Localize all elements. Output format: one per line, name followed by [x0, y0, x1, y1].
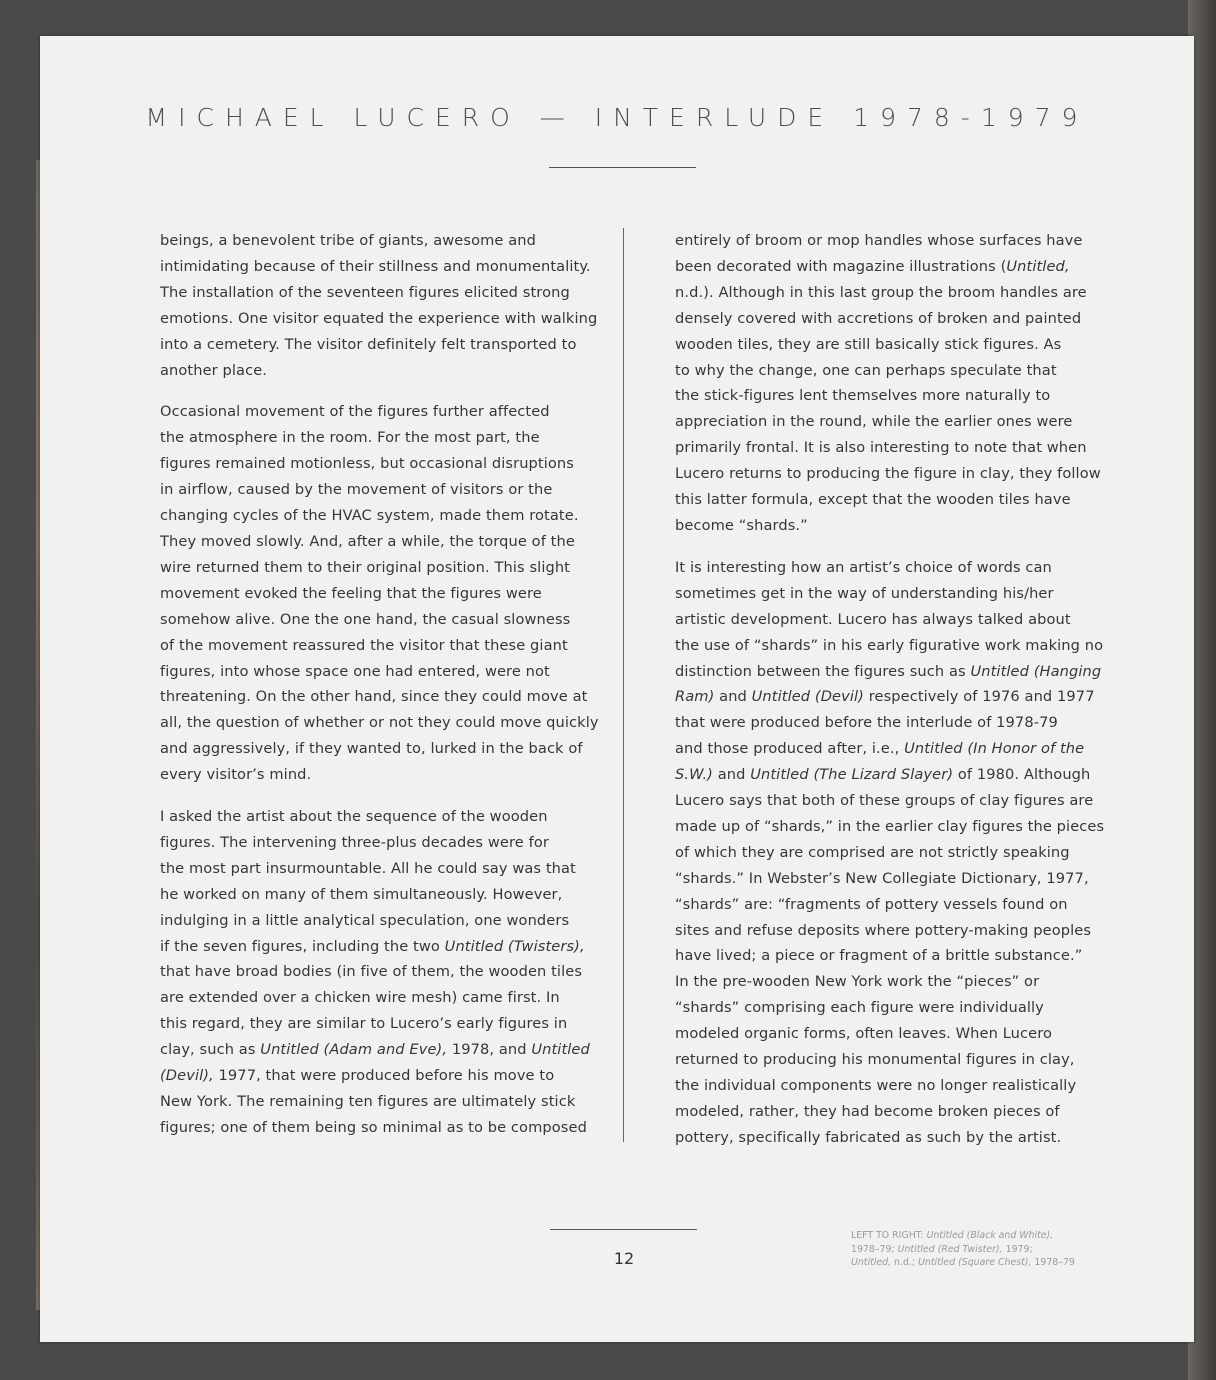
italic-title: Untitled: [531, 1041, 590, 1059]
text-segment: primarily frontal. It is also interesting to note that when: [675, 439, 1087, 457]
text-line: [675, 461, 1101, 487]
text-line: [675, 435, 1090, 461]
text-line: [851, 1229, 1091, 1243]
text-line: [160, 332, 585, 358]
right-column: [675, 228, 1105, 1167]
text-segment: indulging in a little analytical speculation, one wonders: [160, 911, 570, 929]
italic-title: Untitled (In Honor of the: [904, 740, 1085, 758]
text-line: [675, 332, 1090, 358]
text-line: [675, 487, 1090, 513]
italic-title: Untitled (Black and White),: [926, 1230, 1054, 1241]
text-line: [675, 383, 1090, 409]
paragraph: [160, 804, 590, 1141]
text-line: [675, 710, 1090, 736]
text-segment: somehow alive. One the one hand, the casual slowness: [160, 610, 571, 628]
text-line: [160, 503, 585, 529]
italic-title: Untitled (Twisters),: [444, 937, 585, 955]
text-line: [160, 710, 599, 736]
text-line: [160, 306, 598, 332]
text-line: [160, 856, 585, 882]
text-segment: are extended over a chicken wire mesh) came first. In: [160, 989, 560, 1007]
text-segment: of the movement reassured the visitor that these giant: [160, 636, 568, 654]
text-segment: wire returned them to their original position. This slight: [160, 558, 571, 576]
italic-title: Untitled (Adam and Eve),: [260, 1041, 448, 1059]
text-line: [160, 529, 585, 555]
text-line: [675, 228, 1090, 254]
text-line: [675, 513, 1090, 539]
text-segment: “shards” comprising each figure were individually: [675, 999, 1044, 1017]
text-line: [675, 358, 1090, 384]
text-segment: of which they are comprised are not strictly speaking: [675, 843, 1070, 861]
text-segment: Lucero says that both of these groups of clay figures are: [675, 792, 1094, 810]
text-segment: this regard, they are similar to Lucero’s early figures in: [160, 1015, 568, 1033]
italic-title: S.W.): [675, 766, 713, 784]
text-line: [160, 254, 591, 280]
text-line: [675, 1021, 1090, 1047]
text-line: [160, 1063, 585, 1089]
text-segment: beings, a benevolent tribe of giants, awesome and: [160, 232, 537, 249]
text-segment: I asked the artist about the sequence of the wooden: [160, 808, 548, 826]
text-line: [160, 358, 585, 384]
text-line: [675, 1125, 1090, 1151]
text-line: [160, 399, 585, 425]
text-line: [160, 830, 585, 856]
italic-title: (Devil),: [160, 1067, 214, 1085]
text-segment: that were produced before the interlude of 1978-79: [675, 714, 1058, 732]
text-line: [160, 1115, 585, 1141]
text-line: [675, 866, 1090, 892]
text-line: [675, 581, 1090, 607]
text-line: [160, 959, 585, 985]
text-segment: changing cycles of the HVAC system, made them rotate.: [160, 507, 579, 525]
text-line: [160, 1089, 585, 1115]
text-segment: in airflow, caused by the movement of visitors or the: [160, 481, 553, 499]
text-segment: “shards” are: “fragments of pottery vessels found on: [675, 895, 1068, 913]
text-line: [675, 254, 1090, 280]
text-line: [675, 918, 1090, 944]
text-line: [160, 908, 585, 934]
text-line: [675, 555, 1090, 581]
text-segment: 1978–79;: [851, 1243, 898, 1255]
paragraph: [160, 228, 598, 383]
text-segment: entirely of broom or mop handles whose surfaces have: [675, 232, 1083, 249]
column-divider: [623, 228, 624, 1142]
text-line: [160, 1037, 590, 1063]
left-column: [160, 228, 599, 1157]
text-line: [160, 684, 588, 710]
text-segment: Occasional movement of the figures further affected: [160, 403, 550, 421]
text-segment: n.d.;: [891, 1257, 919, 1268]
text-segment: he worked on many of them simultaneously. However,: [160, 885, 563, 903]
text-line: [675, 659, 1102, 685]
text-segment: figures remained motionless, but occasional disruptions: [160, 455, 574, 473]
text-line: [675, 1073, 1090, 1099]
text-line: [675, 840, 1090, 866]
text-segment: LEFT TO RIGHT:: [851, 1230, 927, 1241]
italic-title: Untitled,: [1006, 257, 1070, 275]
text-segment: every visitor’s mind.: [160, 766, 312, 784]
text-segment: In the pre-wooden New York work the “pieces” or: [675, 973, 1040, 991]
text-segment: “shards.” In Webster’s New Collegiate Dictionary, 1977,: [675, 869, 1089, 887]
text-segment: New York. The remaining ten figures are ultimately stick: [160, 1093, 576, 1110]
italic-title: Untitled (The Lizard Slayer): [750, 766, 954, 784]
text-segment: of 1980. Although: [953, 766, 1091, 784]
text-segment: the most part insurmountable. All he could say was that: [160, 859, 576, 877]
text-line: [160, 934, 585, 960]
text-line: [160, 555, 585, 581]
text-line: [160, 228, 585, 254]
text-segment: this latter formula, except that the wooden tiles have: [675, 491, 1071, 509]
text-segment: respectively of 1976 and 1977: [863, 688, 1095, 706]
text-line: [675, 995, 1090, 1021]
text-segment: another place.: [160, 361, 268, 379]
text-line: [675, 409, 1090, 435]
document-page: [40, 36, 1194, 1342]
text-segment: and: [712, 766, 751, 784]
text-segment: They moved slowly. And, after a while, the torque of the: [160, 532, 575, 550]
text-segment: been decorated with magazine illustrations (: [675, 257, 1007, 275]
text-line: [851, 1256, 1091, 1270]
text-line: [160, 581, 585, 607]
image-caption: [851, 1229, 1091, 1270]
text-line: [160, 477, 585, 503]
footer-rule: [550, 1229, 697, 1230]
page-title: MICHAEL LUCERO — INTERLUDE 1978-1979: [145, 103, 1089, 132]
text-segment: to why the change, one can perhaps speculate that: [675, 361, 1057, 379]
text-segment: densely covered with accretions of broken and painted: [675, 309, 1082, 327]
text-segment: clay, such as: [160, 1041, 261, 1059]
paragraph: [160, 399, 599, 788]
text-segment: 1979;: [1002, 1243, 1033, 1255]
text-segment: that have broad bodies (in five of them, the wooden tiles: [160, 963, 583, 981]
text-line: [160, 882, 585, 908]
text-segment: all, the question of whether or not they could move quickly: [160, 714, 599, 732]
text-line: [675, 306, 1090, 332]
text-segment: movement evoked the feeling that the figures were: [160, 584, 542, 602]
text-line: [160, 425, 585, 451]
text-segment: threatening. On the other hand, since they could move at: [160, 688, 588, 706]
text-segment: the use of “shards” in his early figurative work making no: [675, 636, 1104, 654]
text-line: [160, 451, 585, 477]
text-segment: The installation of the seventeen figures elicited strong: [160, 283, 570, 301]
text-segment: the atmosphere in the room. For the most part, the: [160, 429, 540, 447]
paragraph: [675, 555, 1105, 1151]
text-segment: figures; one of them being so minimal as to be composed: [160, 1118, 587, 1136]
text-line: [160, 659, 585, 685]
text-line: [160, 1011, 585, 1037]
text-segment: figures. The intervening three-plus decades were for: [160, 833, 549, 851]
text-line: [675, 607, 1090, 633]
text-line: [675, 280, 1090, 306]
text-segment: made up of “shards,” in the earlier clay figures the pieces: [675, 817, 1105, 835]
text-segment: into a cemetery. The visitor definitely felt transported to: [160, 335, 577, 353]
text-line: [675, 943, 1090, 969]
text-segment: artistic development. Lucero has always talked about: [675, 610, 1071, 628]
text-line: [675, 814, 1105, 840]
text-segment: returned to producing his monumental figures in clay,: [675, 1051, 1075, 1069]
text-segment: modeled organic forms, often leaves. When Lucero: [675, 1025, 1053, 1043]
text-line: [675, 892, 1090, 918]
text-line: [675, 736, 1090, 762]
text-segment: modeled, rather, they had become broken pieces of: [675, 1102, 1060, 1120]
text-segment: and those produced after, i.e.,: [675, 740, 905, 758]
text-line: [675, 684, 1095, 710]
text-segment: 1978–79: [1031, 1257, 1075, 1268]
text-segment: the stick-figures lent themselves more naturally to: [675, 387, 1051, 405]
text-segment: distinction between the figures such as: [675, 662, 971, 680]
text-segment: wooden tiles, they are still basically stick figures. As: [675, 335, 1062, 353]
italic-title: Untitled (Square Chest),: [918, 1257, 1032, 1268]
text-segment: intimidating because of their stillness and monumentality.: [160, 257, 591, 275]
text-line: [160, 762, 585, 788]
text-line: [160, 985, 585, 1011]
text-segment: 1978, and: [447, 1041, 532, 1059]
text-segment: emotions. One visitor equated the experience with walking: [160, 309, 598, 327]
text-line: [675, 1099, 1090, 1125]
text-line: [675, 762, 1090, 788]
text-segment: if the seven figures, including the two: [160, 937, 445, 955]
page-number: 12: [613, 1249, 635, 1268]
italic-title: Untitled,: [851, 1257, 892, 1268]
text-segment: have lived; a piece or fragment of a brittle substance.”: [675, 947, 1083, 965]
text-segment: pottery, specifically fabricated as such by the artist.: [675, 1128, 1062, 1146]
text-segment: sometimes get in the way of understanding his/her: [675, 584, 1054, 602]
italic-title: Untitled (Devil): [751, 688, 864, 706]
text-line: [160, 804, 585, 830]
italic-title: Ram): [675, 688, 715, 706]
text-line: [160, 736, 585, 762]
italic-title: Untitled (Red Twister),: [897, 1243, 1003, 1255]
text-line: [851, 1243, 1091, 1257]
text-line: [160, 607, 585, 633]
text-line: [675, 633, 1104, 659]
italic-title: Untitled (Hanging: [970, 662, 1102, 680]
text-segment: sites and refuse deposits where pottery-making peoples: [675, 921, 1092, 939]
text-segment: It is interesting how an artist’s choice of words can: [675, 558, 1052, 576]
title-rule: [549, 167, 696, 168]
text-line: [675, 969, 1090, 995]
text-segment: and aggressively, if they wanted to, lurked in the back of: [160, 740, 583, 758]
text-segment: n.d.). Although in this last group the broom handles are: [675, 283, 1087, 301]
text-line: [160, 280, 585, 306]
text-segment: 1977, that were produced before his move to: [213, 1067, 555, 1085]
text-segment: the individual components were no longer realistically: [675, 1077, 1077, 1094]
paragraph: [675, 228, 1101, 539]
text-line: [160, 633, 585, 659]
text-segment: and: [714, 688, 752, 706]
text-segment: figures, into whose space one had entered, were not: [160, 662, 550, 680]
text-segment: Lucero returns to producing the figure in clay, they follow: [675, 465, 1101, 483]
text-line: [675, 1047, 1090, 1073]
text-segment: become “shards.”: [675, 516, 808, 534]
text-segment: appreciation in the round, while the earlier ones were: [675, 413, 1073, 431]
text-line: [675, 788, 1094, 814]
